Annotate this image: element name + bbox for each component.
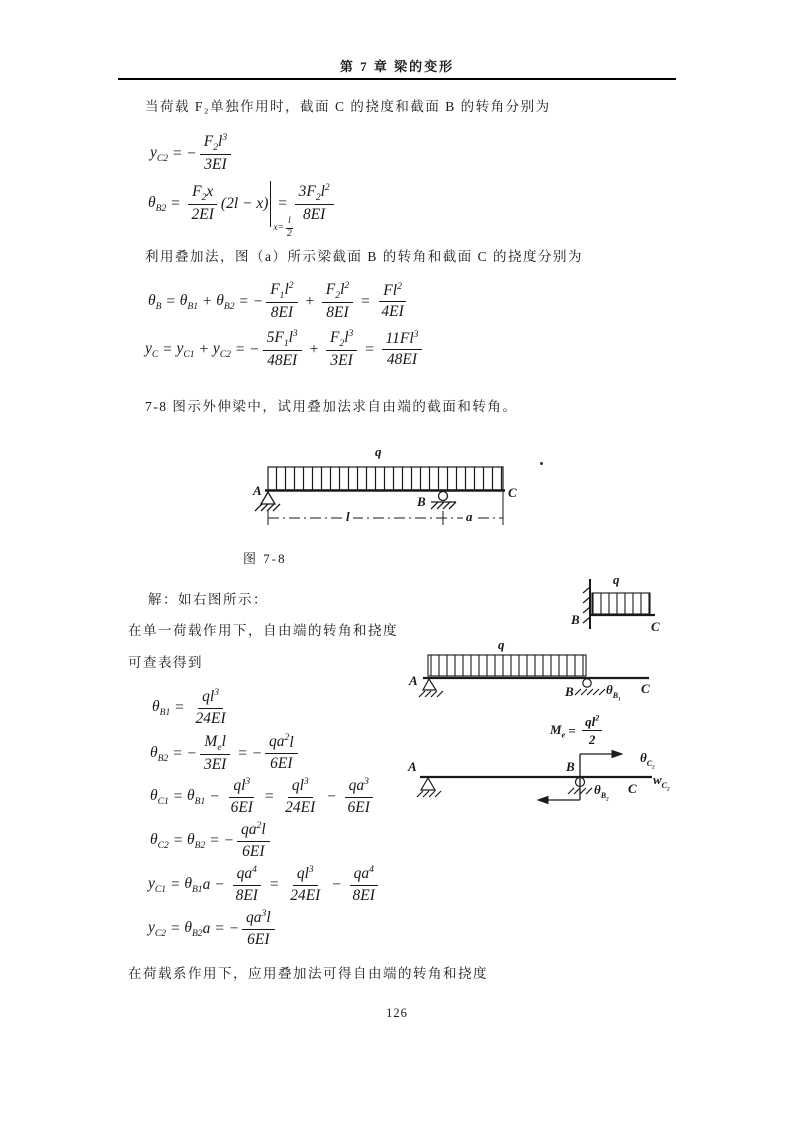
label-B: B: [565, 684, 574, 699]
label-C: C: [628, 781, 637, 796]
formula-yc2-f2: $y_{C2}$ = − $\frac{F_2l^3}{3EI}$: [150, 133, 234, 174]
formula-y-c2: $y_{C2}$ = $\theta_{B2}$ a = − $\frac{qa^3l}{6EI}$: [148, 909, 278, 949]
solution-line3: 可查表得到: [128, 655, 203, 670]
label-B: B: [571, 612, 580, 627]
label-B: B: [566, 759, 575, 774]
label-A: A: [408, 759, 417, 774]
formula-thetab-total: $\theta_B$ = $\theta_{B1}$ + $\theta_{B2}$ = − $\frac{F_1l^2}{8EI}$ + $\frac{F_2l^2}{8EI}$ = $\frac{Fl^2}{4EI}$: [148, 281, 411, 322]
diagram-overhang-moment: [400, 712, 685, 812]
label-A: A: [253, 483, 262, 498]
header-rule: [118, 78, 676, 80]
beam-diagram-main: [245, 443, 535, 558]
paragraph-problem-7-8: 7-8 图示外伸梁中，试用叠加法求自由端的截面和转角。: [145, 399, 518, 414]
pin-support-icon: [419, 679, 443, 697]
label-q: q: [498, 637, 505, 652]
solution-intro: 解：如右图所示：: [148, 592, 268, 607]
paragraph-superposition: 利用叠加法，图（a）所示梁截面 B 的转角和截面 C 的挠度分别为: [145, 249, 583, 264]
roller-support-icon: [431, 492, 456, 510]
figure-caption: 图 7-8: [243, 551, 287, 566]
distributed-load: [592, 593, 650, 614]
label-A: A: [409, 673, 418, 688]
figure-7-8: [245, 443, 535, 558]
label-C: C: [651, 619, 660, 634]
distributed-load: [428, 655, 586, 676]
label-span-l: l: [343, 510, 353, 523]
overhang-q-diagram: [403, 638, 668, 703]
formula-thetab2-f2: $\theta_{B2}$ = $\frac{F_2x}{2EI}$ (2l − x) x= $\frac{l}{2}$ = $\frac{3F_2l^2}{8EI}$: [148, 181, 337, 227]
page-number: 126: [386, 1006, 408, 1020]
label-w-c2: $w_{C_2}$: [653, 772, 670, 793]
formula-yc-total: $y_C$ = $y_{C1}$ + $y_{C2}$ = − $\frac{5F_1l^3}{48EI}$ + $\frac{F_2l^3}{3EI}$ = $\frac{11Fl^3}{48EI}$: [145, 329, 425, 370]
diagram-overhang-q: [403, 638, 668, 703]
label-span-a: a: [463, 510, 476, 523]
label-B: B: [417, 494, 426, 509]
page-header-title: 第 7 章 梁的变形: [339, 59, 455, 74]
fixed-wall-icon: [583, 579, 590, 629]
roller-support-icon: [575, 679, 605, 695]
diagram-cantilever-bc: [565, 565, 705, 640]
distributed-load: [268, 467, 503, 490]
pin-support-icon: [417, 778, 441, 797]
label-C: C: [641, 681, 650, 696]
formula-theta-b1: $\theta_{B1}$ = $\frac{ql^3}{24EI}$: [152, 687, 226, 727]
label-theta-b2: $\theta_{B_2}$: [594, 782, 609, 803]
paragraph-load-f2: 当荷载 F₂单独作用时，截面 C 的挠度和截面 B 的转角分别为: [145, 99, 551, 114]
formula-y-c1: $y_{C1}$ = $\theta_{B1}$ a − $\frac{qa^4}{8EI}$ = $\frac{ql^3}{24EI}$ − $\frac{qa^4}{8EI}$: [148, 865, 382, 905]
cantilever-diagram: [565, 565, 705, 640]
label-theta-c2: $\theta_{C_2}$: [640, 750, 655, 771]
formula-theta-c2: $\theta_{C2}$ = $\theta_{B2}$ = − $\frac{qa^2l}{6EI}$: [150, 821, 273, 861]
solution-line2: 在单一荷载作用下，自由端的转角和挠度: [128, 623, 398, 638]
paragraph-closing: 在荷载系作用下，应用叠加法可得自由端的转角和挠度: [128, 966, 488, 981]
formula-theta-c1: $\theta_{C1}$ = $\theta_{B1}$ − $\frac{ql^3}{6EI}$ = $\frac{ql^3}{24EI}$ − $\frac{qa^3}{6EI}$: [150, 777, 377, 817]
label-q: q: [613, 572, 620, 587]
label-me-moment: $M_e$ = $\frac{ql^2}{2}$: [550, 714, 605, 747]
label-C: C: [508, 485, 517, 500]
formula-theta-b2: $\theta_{B2}$ = − $\frac{M_el}{3EI}$ = − $\frac{qa^2l}{6EI}$: [150, 733, 301, 774]
label-q: q: [375, 444, 382, 459]
label-theta-b1: $\theta_{B_1}$: [606, 682, 621, 703]
scan-dot-artifact: [540, 462, 543, 465]
